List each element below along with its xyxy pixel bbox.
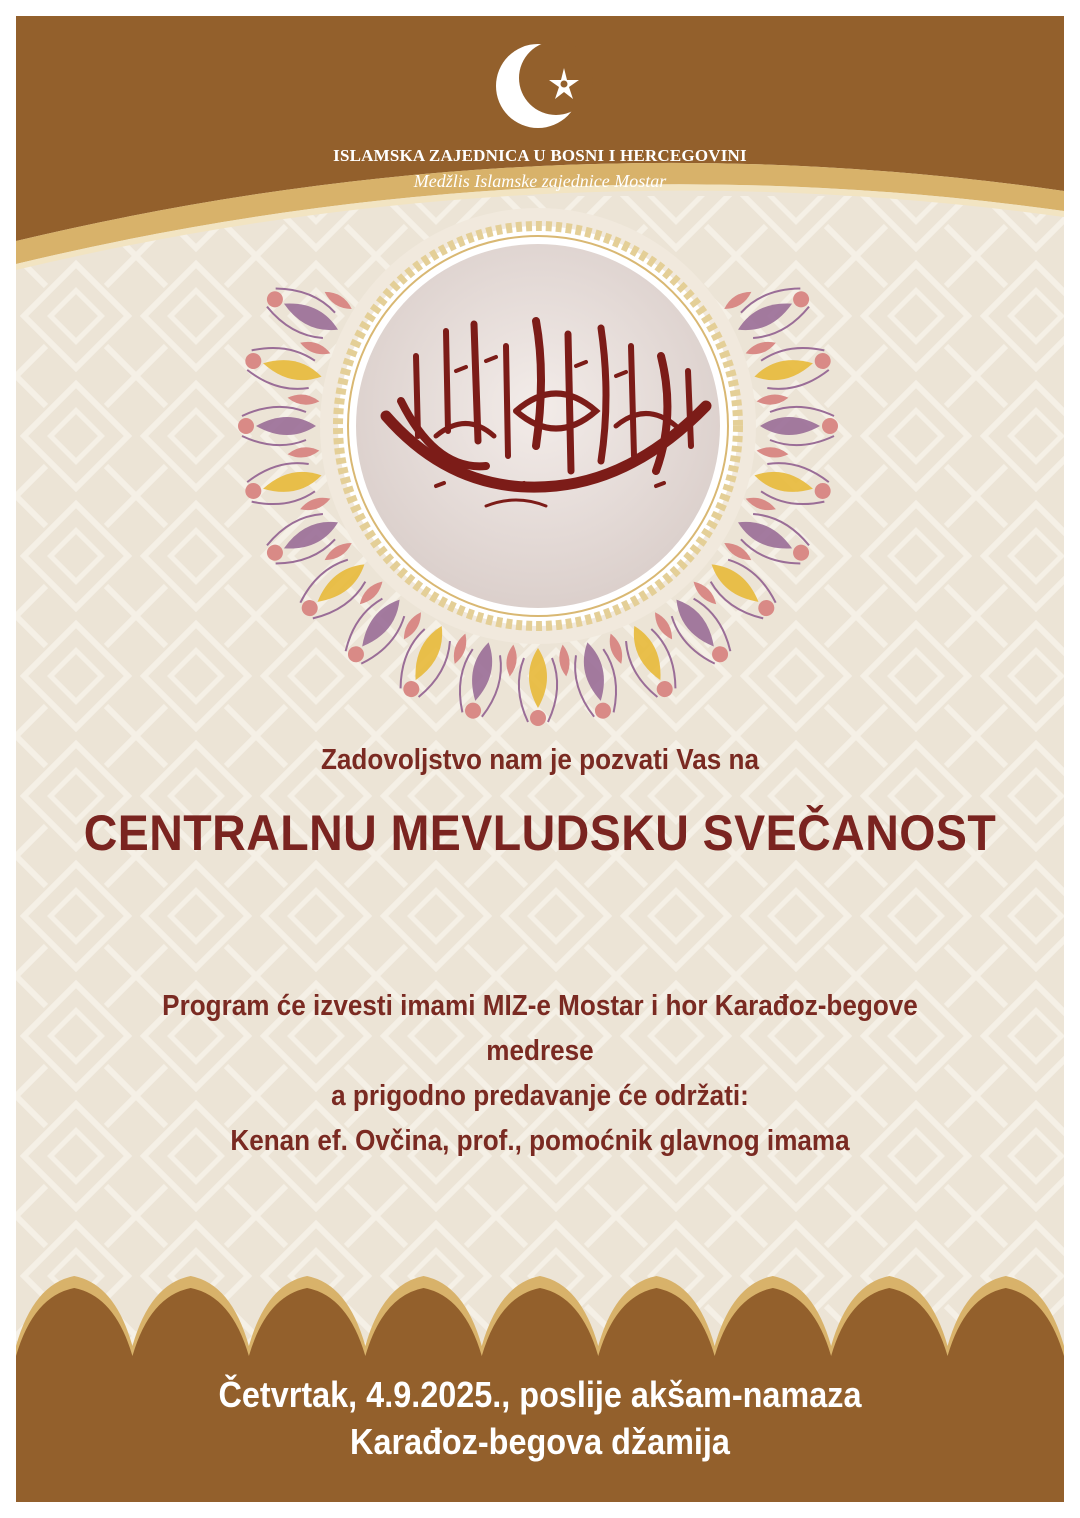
invitation-intro: Zadovoljstvo nam je pozvati Vas na bbox=[320, 744, 760, 776]
speaker-line: Kenan ef. Ovčina, prof., pomoćnik glavnog imama bbox=[230, 1125, 850, 1157]
organization-title: ISLAMSKA ZAJEDNICA U BOSNI I HERCEGOVINI bbox=[333, 146, 747, 165]
event-venue: Karađoz-begova džamija bbox=[350, 1421, 730, 1462]
program-line: a prigodno predavanje će održati: bbox=[331, 1080, 749, 1112]
organization-subtitle: Medžlis Islamske zajednice Mostar bbox=[413, 171, 667, 191]
program-line: medrese bbox=[486, 1035, 594, 1067]
event-date: Četvrtak, 4.9.2025., poslije akšam-namaza bbox=[218, 1374, 862, 1415]
program-line: Program će izvesti imami MIZ-e Mostar i hor Karađoz-begove bbox=[162, 990, 918, 1022]
program-description bbox=[68, 984, 1011, 1164]
event-title: CENTRALNU MEVLUDSKU SVEČANOST bbox=[83, 805, 997, 861]
invitation-poster bbox=[16, 16, 1064, 1502]
